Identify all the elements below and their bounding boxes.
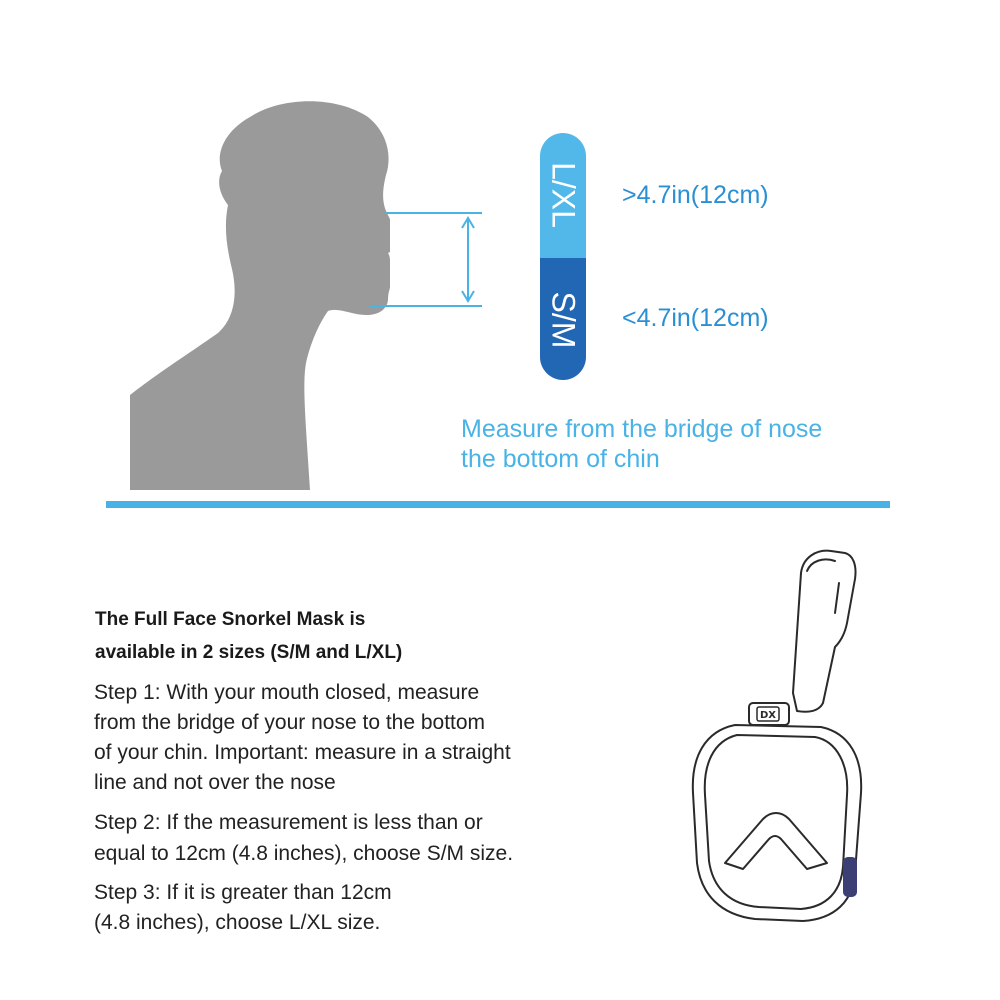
mask-side-valve <box>843 857 857 897</box>
size-indicator-pill <box>540 133 586 380</box>
size-pill-large-segment <box>540 133 586 258</box>
measure-note-line-1: Measure from the bridge of nose <box>461 415 823 443</box>
step3-line: Step 3: If it is greater than 12cm <box>94 881 392 904</box>
mask-badge-text: DX <box>759 710 777 721</box>
step1-line: of your chin. Important: measure in a straight <box>94 741 511 764</box>
size-pill-small-segment <box>540 258 586 380</box>
measure-note-line-2: the bottom of chin <box>461 445 660 473</box>
mask-inner-lens <box>705 735 847 909</box>
head-profile-shape <box>130 101 390 490</box>
mask-nose-chevron <box>725 813 827 869</box>
step1-line: from the bridge of your nose to the bottom <box>94 711 486 734</box>
size-range-small: <4.7in(12cm) <box>622 304 769 332</box>
section-divider <box>106 501 890 508</box>
head-silhouette-illustration <box>130 95 390 490</box>
size-range-large: >4.7in(12cm) <box>622 181 769 209</box>
snorkel-mask-illustration <box>685 543 875 928</box>
intro-heading-line-2: available in 2 sizes (S/M and L/XL) <box>95 642 403 663</box>
measurement-guide <box>370 200 490 320</box>
intro-heading-line-1: The Full Face Snorkel Mask is <box>95 609 366 630</box>
step1-line: line and not over the nose <box>94 771 336 794</box>
size-pill-large-label: L/XL <box>545 162 582 228</box>
step2-line: equal to 12cm (4.8 inches), choose S/M size. <box>94 842 514 865</box>
snorkel-tube-inner <box>807 559 835 571</box>
snorkel-tube-groove <box>835 583 839 613</box>
step2-line: Step 2: If the measurement is less than or <box>94 811 483 834</box>
step3-line: (4.8 inches), choose L/XL size. <box>94 911 381 934</box>
snorkel-tube <box>793 551 856 712</box>
size-pill-small-label: S/M <box>545 291 582 349</box>
step1-line: Step 1: With your mouth closed, measure <box>94 681 480 704</box>
